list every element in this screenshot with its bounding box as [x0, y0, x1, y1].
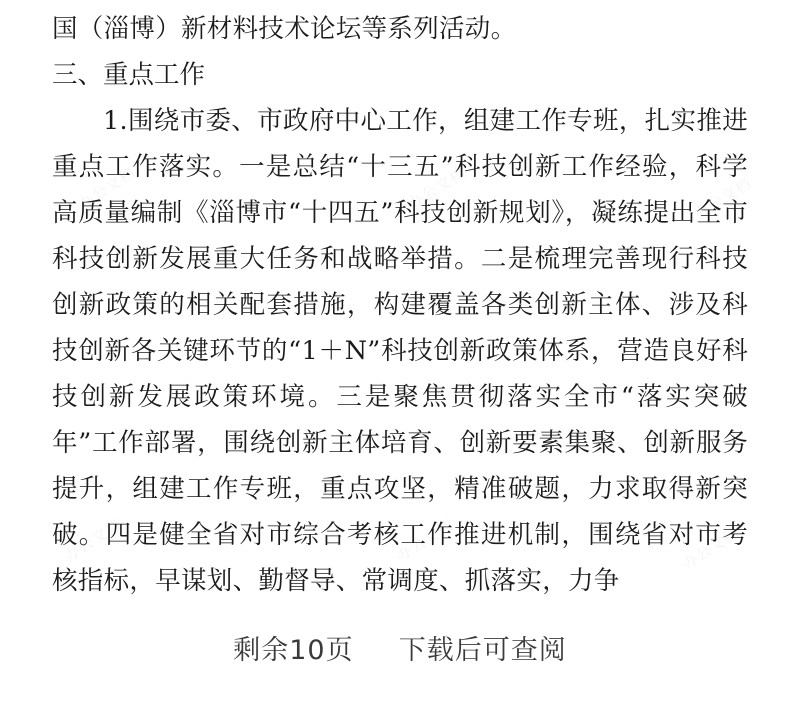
section-heading: 三、重点工作: [52, 60, 206, 90]
preview-footer: [0, 628, 800, 667]
paragraph-continuation: 国（淄博）新材料技术论坛等系列活动。: [52, 14, 517, 44]
download-hint-label[interactable]: 下载后可查阅: [398, 635, 567, 666]
remaining-pages-label: 剩余10页: [233, 635, 354, 666]
paragraph-item-1: 1.围绕市委、市政府中心工作，组建工作专班，扎实推进重点工作落实。一是总结“十三五”科技创新工作经验，科学高质量编制《淄博市“十四五”科技创新规划》，凝练提出全市科技创新发展重大任务和战略举措。二是梳理完善现行科技创新政策的相关配套措施，构建覆盖各类创新主体、涉及科技创新各关键环节的“1＋N”科技创新政策体系，营造良好科技创新发展政策环境。三是聚焦贯彻落实全市“落实突破年”工作部署，围绕创新主体培育、创新要素集聚、创新服务提升，组建工作专班，重点攻坚，精准破题，力求取得新突破。四是健全省对市综合考核工作推进机制，围绕省对市考核指标，早谋划、勤督导、常调度、抓落实，力争: [52, 106, 748, 596]
document-body: [52, 0, 748, 604]
